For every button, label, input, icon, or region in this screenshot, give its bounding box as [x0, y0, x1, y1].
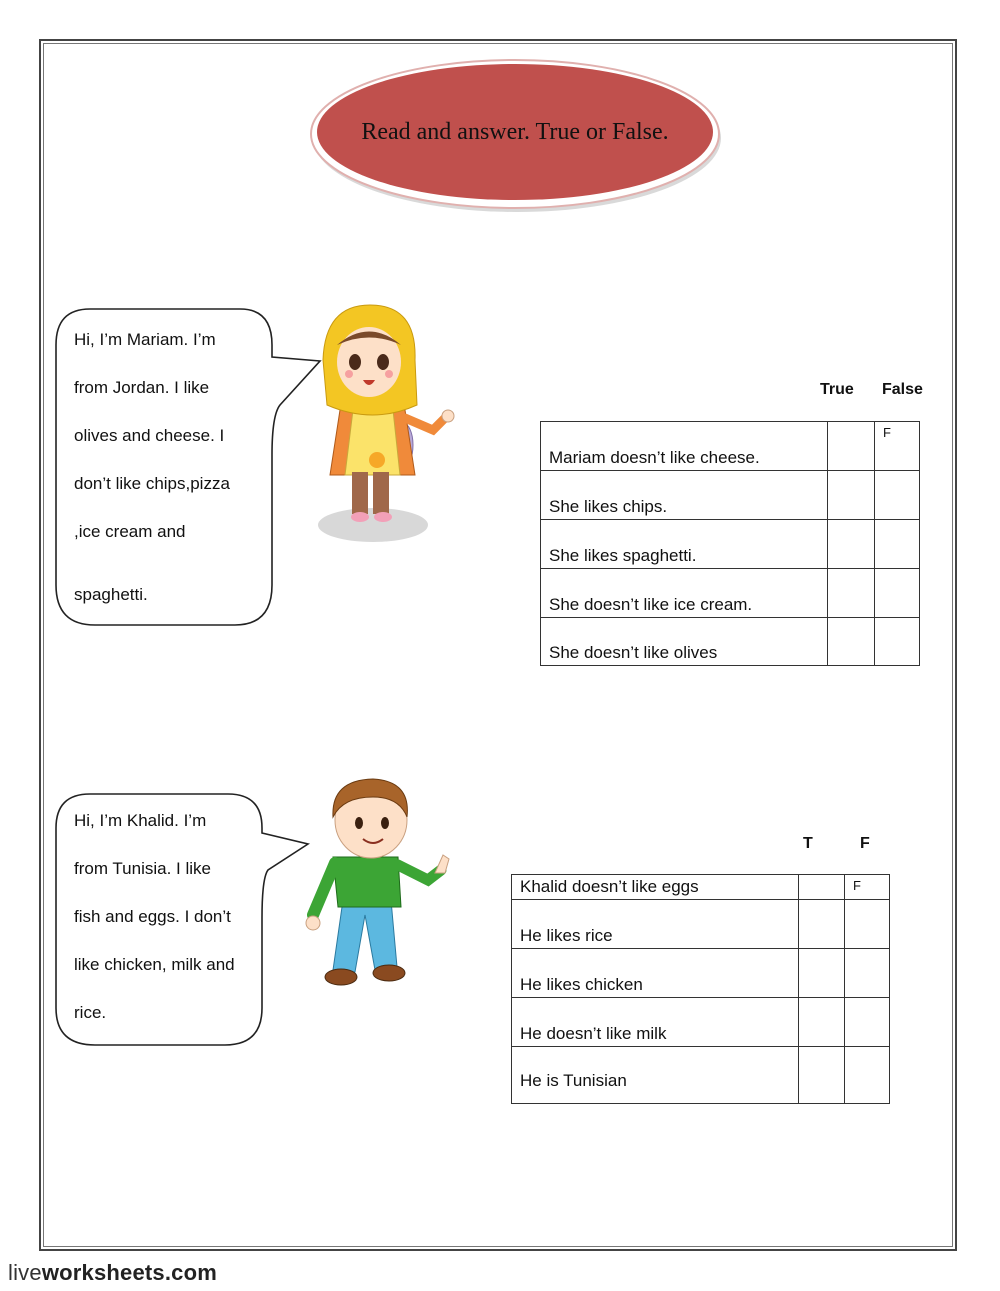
statement-cell: She doesn’t like ice cream. — [541, 569, 828, 618]
statement-cell: She doesn’t like olives — [541, 618, 828, 666]
bubble-line: from Tunisia. I like — [74, 859, 211, 878]
mariam-bubble-text — [74, 316, 230, 619]
true-column-header: T — [803, 835, 813, 852]
true-answer-cell[interactable] — [828, 471, 875, 520]
title-banner — [305, 52, 725, 217]
bubble-line: Hi, I’m Mariam. I’m — [74, 330, 216, 349]
statement-cell: He doesn’t like milk — [512, 998, 799, 1047]
liveworksheets-logo[interactable] — [8, 1260, 217, 1286]
bubble-line: ,ice cream and — [74, 522, 186, 541]
statement-cell: He is Tunisian — [512, 1047, 799, 1104]
true-answer-cell[interactable] — [799, 1047, 845, 1104]
true-answer-cell[interactable] — [828, 520, 875, 569]
table-row — [512, 949, 890, 998]
true-answer-cell[interactable] — [799, 949, 845, 998]
table-row — [541, 569, 920, 618]
false-answer-cell[interactable] — [845, 949, 890, 998]
false-answer-cell[interactable]: F — [845, 875, 890, 900]
true-column-header: True — [820, 381, 854, 398]
logo-prefix: live — [8, 1260, 42, 1285]
statement-cell: She likes spaghetti. — [541, 520, 828, 569]
true-answer-cell[interactable] — [799, 900, 845, 949]
true-false-table-mariam — [540, 421, 920, 666]
false-column-header: False — [882, 381, 923, 398]
table-row — [512, 1047, 890, 1104]
bubble-line: olives and cheese. I — [74, 426, 225, 445]
table-row — [541, 471, 920, 520]
table-row — [512, 900, 890, 949]
bubble-line: spaghetti. — [74, 585, 148, 604]
false-answer-cell[interactable] — [875, 569, 920, 618]
bubble-line: Hi, I’m Khalid. I’m — [74, 811, 207, 830]
true-answer-cell[interactable] — [799, 875, 845, 900]
logo-suffix: .com — [164, 1260, 218, 1285]
bubble-line: don’t like chips,pizza — [74, 474, 230, 493]
statement-cell: He likes chicken — [512, 949, 799, 998]
statement-cell: Mariam doesn’t like cheese. — [541, 422, 828, 471]
true-answer-cell[interactable] — [799, 998, 845, 1047]
statement-cell: He likes rice — [512, 900, 799, 949]
girl-mariam-illustration — [305, 300, 465, 550]
statement-cell: She likes chips. — [541, 471, 828, 520]
false-answer-cell[interactable] — [875, 618, 920, 666]
statement-cell: Khalid doesn’t like eggs — [512, 875, 799, 900]
bubble-line: like chicken, milk and — [74, 955, 235, 974]
false-answer-cell[interactable] — [845, 998, 890, 1047]
true-false-table-khalid — [511, 874, 890, 1104]
khalid-bubble-text — [74, 797, 235, 1037]
bubble-line: fish and eggs. I don’t — [74, 907, 231, 926]
true-answer-cell[interactable] — [828, 422, 875, 471]
table-row — [541, 618, 920, 666]
boy-khalid-illustration — [303, 775, 453, 1000]
table-row — [541, 520, 920, 569]
table-row — [512, 875, 890, 900]
false-answer-cell[interactable] — [875, 471, 920, 520]
bubble-line: rice. — [74, 1003, 107, 1022]
true-answer-cell[interactable] — [828, 569, 875, 618]
table-row — [512, 998, 890, 1047]
logo-brand: worksheets — [41, 1260, 165, 1285]
false-column-header: F — [860, 835, 870, 852]
false-answer-cell[interactable] — [845, 1047, 890, 1104]
table-row — [541, 422, 920, 471]
bubble-line: from Jordan. I like — [74, 378, 210, 397]
false-answer-cell[interactable] — [845, 900, 890, 949]
false-answer-cell[interactable]: F — [875, 422, 920, 471]
false-answer-cell[interactable] — [875, 520, 920, 569]
true-answer-cell[interactable] — [828, 618, 875, 666]
page-title: Read and answer. True or False. — [361, 119, 669, 145]
